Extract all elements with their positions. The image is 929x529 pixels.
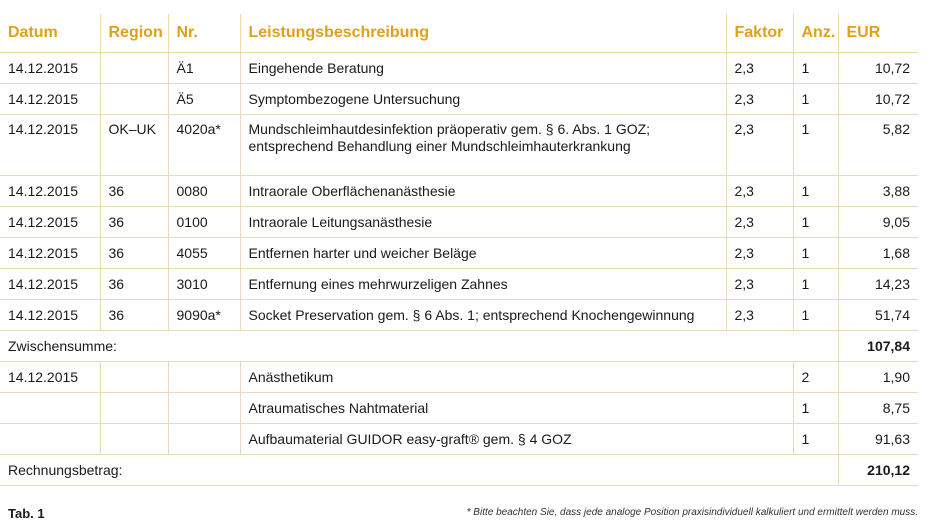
cell-eur: 10,72 [838,53,918,84]
material-row [0,424,918,455]
cell-datum: 14.12.2015 [0,207,100,238]
cell-anz: 1 [793,424,838,455]
beschreibung-line-2: entsprechend Behandlung einer Mundschleimhauterkrankung [248,138,631,154]
cell-eur: 5,82 [838,115,918,176]
cell-datum: 14.12.2015 [0,269,100,300]
cell-nr: Ä1 [168,53,240,84]
cell-beschreibung: Intraorale Oberflächenanästhesie [240,176,726,207]
cell-faktor: 2,3 [726,53,793,84]
cell-beschreibung: Aufbaumaterial GUIDOR easy-graft® gem. § 4 GOZ [240,424,793,455]
cell-beschreibung: Eingehende Beratung [240,53,726,84]
cell-datum: 14.12.2015 [0,176,100,207]
cell-anz: 1 [793,393,838,424]
cell-region: 36 [100,207,168,238]
cell-nr: 0080 [168,176,240,207]
cell-region [100,393,168,424]
cell-datum: 14.12.2015 [0,362,100,393]
cell-nr: 4055 [168,238,240,269]
cell-faktor: 2,3 [726,238,793,269]
footnote: * Bitte beachten Sie, dass jede analoge Position praxisindividuell kalkuliert und ermittelt werden muss. [466,507,918,518]
cell-nr: 3010 [168,269,240,300]
cell-datum: 14.12.2015 [0,300,100,331]
cell-nr [168,424,240,455]
cell-eur: 14,23 [838,269,918,300]
cell-beschreibung: Anästhetikum [240,362,793,393]
cell-eur: 3,88 [838,176,918,207]
subtotal-label: Zwischensumme: [0,331,838,362]
cell-region [100,53,168,84]
header-region: Region [100,14,168,53]
cell-datum: 14.12.2015 [0,115,100,176]
total-row [0,455,918,486]
table-footer [0,504,918,524]
table-row [0,238,918,269]
cell-beschreibung [240,115,726,176]
cell-anz: 1 [793,269,838,300]
cell-eur: 91,63 [838,424,918,455]
header-nr: Nr. [168,14,240,53]
header-datum: Datum [0,14,100,53]
total-value: 210,12 [838,455,918,486]
cell-eur: 51,74 [838,300,918,331]
cell-nr: Ä5 [168,84,240,115]
header-faktor: Faktor [726,14,793,53]
table-row [0,269,918,300]
cell-eur: 1,68 [838,238,918,269]
cell-datum: 14.12.2015 [0,53,100,84]
cell-datum [0,393,100,424]
header-anz: Anz. [793,14,838,53]
cell-beschreibung: Symptombezogene Untersuchung [240,84,726,115]
cell-anz: 1 [793,176,838,207]
cell-faktor: 2,3 [726,176,793,207]
cell-region: OK–UK [100,115,168,176]
cell-anz: 1 [793,238,838,269]
table-caption: Tab. 1 [8,506,45,521]
material-row [0,393,918,424]
cell-beschreibung: Socket Preservation gem. § 6 Abs. 1; entsprechend Knochengewinnung [240,300,726,331]
cell-anz: 1 [793,53,838,84]
cell-region [100,84,168,115]
cell-nr: 9090a* [168,300,240,331]
cell-nr: 4020a* [168,115,240,176]
cell-faktor: 2,3 [726,115,793,176]
cell-nr [168,362,240,393]
cell-beschreibung: Intraorale Leitungsanästhesie [240,207,726,238]
cell-faktor: 2,3 [726,300,793,331]
invoice-table [0,14,918,486]
cell-region [100,424,168,455]
cell-region: 36 [100,269,168,300]
cell-datum: 14.12.2015 [0,84,100,115]
cell-region: 36 [100,176,168,207]
cell-anz: 1 [793,115,838,176]
cell-eur: 9,05 [838,207,918,238]
subtotal-row [0,331,918,362]
cell-region: 36 [100,300,168,331]
table-row [0,207,918,238]
cell-anz: 1 [793,84,838,115]
cell-anz: 1 [793,207,838,238]
table-row [0,115,918,176]
header-eur: EUR [838,14,918,53]
cell-faktor: 2,3 [726,207,793,238]
cell-eur: 8,75 [838,393,918,424]
table-row [0,176,918,207]
cell-beschreibung: Entfernung eines mehrwurzeligen Zahnes [240,269,726,300]
table-row [0,84,918,115]
cell-beschreibung: Atraumatisches Nahtmaterial [240,393,793,424]
cell-eur: 1,90 [838,362,918,393]
header-row [0,14,918,53]
cell-eur: 10,72 [838,84,918,115]
cell-beschreibung: Entfernen harter und weicher Beläge [240,238,726,269]
cell-datum [0,424,100,455]
cell-datum: 14.12.2015 [0,238,100,269]
cell-nr [168,393,240,424]
cell-nr: 0100 [168,207,240,238]
header-leistungsbeschreibung: Leistungsbeschreibung [240,14,726,53]
total-label: Rechnungsbetrag: [0,455,838,486]
cell-region: 36 [100,238,168,269]
material-row [0,362,918,393]
subtotal-value: 107,84 [838,331,918,362]
table-row [0,53,918,84]
cell-region [100,362,168,393]
cell-faktor: 2,3 [726,84,793,115]
cell-anz: 2 [793,362,838,393]
beschreibung-line-1: Mundschleimhautdesinfektion präoperativ gem. § 6. Abs. 1 GOZ; [248,121,651,137]
cell-anz: 1 [793,300,838,331]
table-row [0,300,918,331]
cell-faktor: 2,3 [726,269,793,300]
